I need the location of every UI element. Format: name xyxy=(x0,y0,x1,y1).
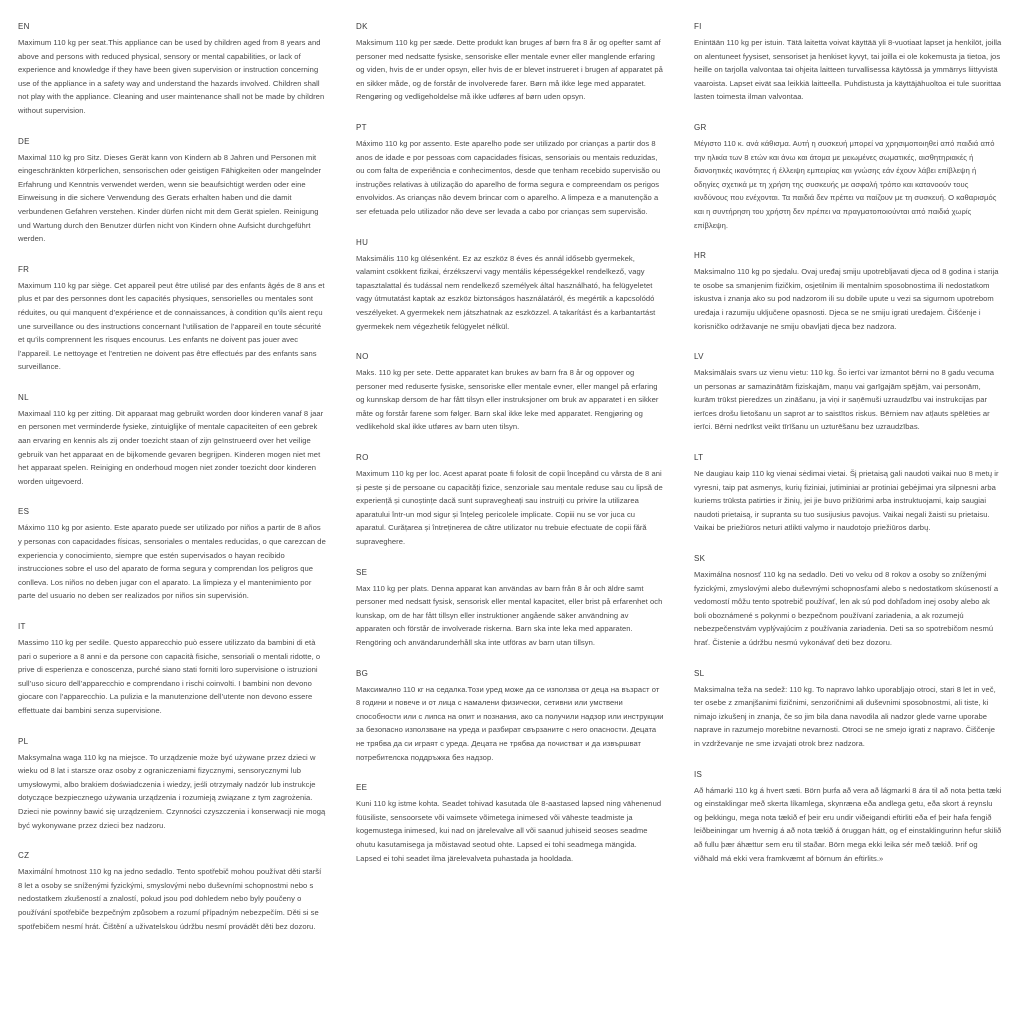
language-code-hr: HR xyxy=(694,251,707,261)
language-section-cz xyxy=(18,851,326,933)
column-1 xyxy=(18,22,326,952)
column-2 xyxy=(356,22,664,952)
language-section-lv xyxy=(694,352,1002,434)
language-code-it: IT xyxy=(18,622,26,631)
language-text-es: Máximo 110 kg por asiento. Este aparato puede ser utilizado por niños a partir de 8 años y personas con capacidades físicas, sensoriales o mentales reducidas, o que carezcan de experiencia y conocimiento, siempre que estén supervisados o hayan recibido instrucciones sobre el uso del aparato de forma segura y comprendan los peligros que conlleva. Los niños no deben jugar con el aparato. La limpieza y el mantenimiento por parte del usuario no deben ser realizados por niños sin supervisión. xyxy=(18,523,326,601)
language-text-ro: Maximum 110 kg per loc. Acest aparat poate fi folosit de copii începând cu vârsta de 8 ani și peste și de persoane cu capacități fizice, senzoriale sau mentale reduse sau cu lipsă de experiență și cunoștințe dacă sunt supravegheați sau instruiți cu privire la utilizarea aparatului într-un mod sigur și înțeleg pericolele implicate. Copiii nu se vor juca cu aparatul. Curățarea și întreținerea de către utilizator nu trebuie efectuate de copii fără supraveghere. xyxy=(356,469,663,547)
language-section-gr xyxy=(694,123,1002,232)
language-section-no xyxy=(356,352,664,434)
column-3 xyxy=(694,22,1002,952)
language-text-it: Massimo 110 kg per sedile. Questo apparecchio può essere utilizzato da bambini di età pari o superiore a 8 anni e da persone con capacità fisiche, sensoriali o mentali ridotte, o prive di esperienza e conoscenza, purché siano stati forniti loro supervisione o istruzioni sull’uso sicuro dell’apparecchio e comprendano i rischi coinvolti. I bambini non devono giocare con l’apparecchio. La pulizia e la manutenzione dell’utente non devono essere effettuate dai bambini senza supervisione. xyxy=(18,638,321,715)
language-text-ee: Kuni 110 kg istme kohta. Seadet tohivad kasutada üle 8-aastased lapsed ning vähenenud füüsiliste, sensoorsete või vaimsete võimetega inimesed või väheste teadmiste ja kogemustega inimesed, kui nad on järelevalve all või saanud juhiseid seoses seadme ohutu kasutamisega ja mõistavad seotud ohte. Lapsed ei tohi seadmega mängida. Lapsed ei tohi seadet ilma järelevalveta puhastada ja hooldada. xyxy=(356,799,662,863)
language-text-se: Max 110 kg per plats. Denna apparat kan användas av barn från 8 år och äldre samt personer med nedsatt fysisk, sensorisk eller mental kapacitet, eller brist på erfarenhet och kunskap, om de har fått tillsyn eller instruktioner angående säker användning av apparaten och förstår de involverade riskerna. Barn ska inte leka med apparaten. Rengöring och användarunderhåll ska inte utföras av barn utan tillsyn. xyxy=(356,583,663,647)
language-text-cz: Maximální hmotnost 110 kg na jedno sedadlo. Tento spotřebič mohou používat děti starší 8 let a osoby se sníženými fyzickými, smyslovými nebo duševními schopnostmi nebo s nedostatkem zkušeností a znalostí, pokud jsou pod dohledem nebo byly poučeny o používání spotřebiče bezpečným způsobem a rozumí případným nebezpečím. Děti si se spotřebičem nesmí hrát. Čištění a uživatelskou údržbu nesmí provádět děti bez dozoru. xyxy=(18,867,322,931)
language-code-gr: GR xyxy=(694,122,707,132)
language-section-bg xyxy=(356,669,664,765)
language-code-es: ES xyxy=(18,507,30,517)
language-code-fi: FI xyxy=(694,22,702,31)
language-section-ro xyxy=(356,453,664,549)
language-text-gr: Μέγιστο 110 κ. ανά κάθισμα. Αυτή η συσκευή μπορεί να χρησιμοποιηθεί από παιδιά από την ηλικία των 8 ετών και άνω και άτομα με μειωμένες σωματικές, αισθητηριακές ή διανοητικές ικανότητες ή έλλειψη εμπειρίας και γνώσης εάν έχουν λάβει επίβλεψη ή οδηγίες σχετικά με τη χρήση της συσκευής με ασφαλή τρόπο και κατανοούν τους κινδύνους που ενέχονται. Τα παιδιά δεν πρέπει να παίζουν με τη συσκευή. Ο καθαρισμός και η συντήρηση του χρήστη δεν πρέπει να πραγματοποιούνται από παιδιά χωρίς επίβλεψη. xyxy=(694,138,997,230)
language-section-dk xyxy=(356,22,664,104)
language-text-de: Maximal 110 kg pro Sitz. Dieses Gerät kann von Kindern ab 8 Jahren und Personen mit eingeschränkten körperlichen, sensorischen oder geistigen Fähigkeiten oder mangelnder Erfahrung und Kenntnis verwendet werden, wenn sie beaufsichtigt werden oder eine Einweisung in die sichere Verwendung des Gerats erhalten haben und die damit verbundenen Gefahren verstehen. Kinder dürfen nicht mit dem Gerät spielen. Reinigung und Wartung durch den Benutzer dürfen nicht von Kindern ohne Aufsicht durchgeführt werden. xyxy=(18,152,322,244)
language-code-en: EN xyxy=(18,22,30,31)
language-text-hu: Maksimális 110 kg ülésenként. Ez az eszköz 8 éves és annál idősebb gyermekek, valamint csökkent fizikai, érzékszervi vagy mentális képességekkel rendelkező, vagy tapasztalattal és tudással nem rendelkező személyek által használható, ha felügyeletet vagy útmutatást kaptak az eszköz biztonságos használatáról, és megértik a kapcsolódó veszélyeket. A gyermekek nem játszhatnak az eszközzel. A takarítást és a karbantartást gyermekek nem végezhetik felügyelet nélkül. xyxy=(356,253,656,331)
language-section-fr xyxy=(18,265,326,374)
language-text-is: Að hámarki 110 kg á hvert sæti. Börn þurfa að vera að lágmarki 8 ára til að nota þetta tæki og einstaklingar með skerta líkamlega, skynræna eða andlega getu, eða skort á reynslu og þekkingu, mega nota tækið ef þeir eru undir viðeigandi eftirliti eða ef þeir hafa fengið leiðbeiningar um hvernig á að nota tækið á öruggan hátt, og ef einstaklingurinn hefur skilið að fullu þær áhættur sem eru til staðar. Börn mega ekki leika sér með tækið. Þrif og viðhald má ekki vera framkvæmt af börnum án eftirlits.» xyxy=(694,785,1002,863)
language-section-is xyxy=(694,770,1002,866)
language-code-fr: FR xyxy=(18,264,30,274)
language-section-hu xyxy=(356,238,664,334)
language-code-cz: CZ xyxy=(18,851,30,861)
language-text-dk: Maksimum 110 kg per sæde. Dette produkt kan bruges af børn fra 8 år og opefter samt af personer med nedsatte fysiske, sensoriske eller mentale evner eller manglende erfaring og viden, hvis de er under opsyn, eller hvis de er blevet instrueret i brugen af apparatet på en sikker måde, og de forstår de involverede farer. Børn må ikke lege med apparatet. Rengøring og vedligeholdelse må ikke udføres af børn uden opsyn. xyxy=(356,38,663,102)
language-code-sl: SL xyxy=(694,668,705,678)
language-section-sl xyxy=(694,669,1002,751)
language-section-it xyxy=(18,622,326,718)
language-section-pl xyxy=(18,737,326,833)
language-text-lv: Maksimālais svars uz vienu vietu: 110 kg. Šo ierīci var izmantot bērni no 8 gadu vecuma un personas ar samazinātām fiziskajām, maņu vai garīgajām spējām, vai personām, kurām trūkst pieredzes un zināšanu, ja viņi ir saņēmuši uzraudzību vai instrukcijas par ierīces drošu lietošanu un saprot ar to saistītos riskus. Bērniem nav atļauts spēlēties ar ierīci. Bērni nedrīkst veikt tīrīšanu un uzturēšanu bez uzraudzības. xyxy=(694,368,995,432)
language-code-is: IS xyxy=(694,769,703,779)
language-text-sk: Maximálna nosnosť 110 kg na sedadlo. Deti vo veku od 8 rokov a osoby so zníženými fyzickými, zmyslovými alebo duševnými schopnosťami alebo s nedostatkom skúseností a vedomostí môžu tento spotrebič používať, len ak sú pod dohľadom inej osoby alebo ak boli oboznámené s pokynmi o bezpečnom používaní zariadenia, a ak rozumejú nebezpečenstvám vyplývajúcim z používania zariadenia. Deti sa so spotrebičom nesmú hrať. Čistenie a údržbu nesmú vykonávať deti bez dozoru. xyxy=(694,570,999,647)
language-section-nl xyxy=(18,393,326,489)
language-text-sl: Maksimalna teža na sedež: 110 kg. To napravo lahko uporabljajo otroci, stari 8 let in več, ter osebe z zmanjšanimi fizičnimi, senzoričnimi ali duševnimi sposobnostmi, ali tiste, ki nimajo izkušenj in znanja, če so jim bila dana navodila ali nadzor glede varne uporabe naprave in razumejo morebitne nevarnosti. Otroci se ne smejo igrati z napravo. Čiščenje in vzdrževanje ne sme izvajati otrok brez nadzora. xyxy=(694,684,996,748)
language-section-ee xyxy=(356,783,664,865)
language-section-se xyxy=(356,568,664,650)
language-section-lt xyxy=(694,453,1002,535)
language-text-pl: Maksymalna waga 110 kg na miejsce. To urządzenie może być używane przez dzieci w wieku od 8 lat i starsze oraz osoby z ograniczeniami fizycznymi, sensorycznymi lub umysłowymi, albo brakiem doświadczenia i wiedzy, jeśli otrzymały nadzór lub instrukcje dotyczące bezpiecznego używania urządzenia i rozumieją związane z tym zagrożenia. Dzieci nie powinny bawić się urządzeniem. Czynności czyszczenia i konserwacji nie mogą być wykonywane przez dzieci bez nadzoru. xyxy=(18,752,326,830)
language-section-de xyxy=(18,137,326,246)
language-text-fi: Enintään 110 kg per istuin. Tätä laitetta voivat käyttää yli 8-vuotiaat lapset ja henkilöt, joilla on alentuneet fyysiset, sensoriset ja henkiset kyvyt, tai joilla ei ole kokemusta ja tietoa, jos heille on tarjolla valvontaa tai ohjeita laitteen turvallisessa käytössä ja ymmärrys liittyvistä vaaroista. Lapset eivät saa leikkiä laitteella. Puhdistusta ja käyttäjähuoltoa ei tule suorittaa lasten toimesta ilman valvontaa. xyxy=(694,38,1002,102)
language-code-lv: LV xyxy=(694,352,704,362)
language-code-no: NO xyxy=(356,352,369,362)
language-code-pt: PT xyxy=(356,122,367,132)
language-code-se: SE xyxy=(356,567,368,577)
language-text-pt: Máximo 110 kg por assento. Este aparelho pode ser utilizado por crianças a partir dos 8 anos de idade e por pessoas com capacidades físicas, sensoriais ou mentais reduzidas, ou com falta de experiência e conhecimentos, desde que tenham recebido supervisão ou instruções relativas à utilização do aparelho de forma segura e compreendam os perigos envolvidos. As crianças não devem brincar com o aparelho. A limpeza e a manutenção a ser efetuada pelo utilizador não deve ser levada a cabo por crianças sem supervisão. xyxy=(356,138,661,216)
language-code-hu: HU xyxy=(356,237,369,247)
language-code-bg: BG xyxy=(356,668,369,678)
language-section-es xyxy=(18,507,326,603)
language-text-lt: Ne daugiau kaip 110 kg vienai sėdimai vietai. Šį prietaisą gali naudoti vaikai nuo 8 metų ir vyresni, taip pat asmenys, kurių fiziniai, jutiminiai ar protiniai gebėjimai yra silpnesni arba kuriems trūksta patirties ir žinių, jei jie buvo prižiūrimi arba instruktuojami, kaip saugiai naudoti prietaisą, ir supranta su tuo susijusius pavojus. Vaikai negali žaisti su prietaisu. Vaikai be priežiūros neturi atlikti valymo ir naudotojo priežiūros darbų. xyxy=(694,469,999,533)
language-section-en xyxy=(18,22,326,118)
language-text-en: Maximum 110 kg per seat.This appliance can be used by children aged from 8 years and above and persons with reduced physical, sensory or mental capabilities, or lack of experience and knowledge if they have been given supervision or instruction concerning use of the appliance in a safety way and understand the hazards involved. Children shall not play with the appliance. Cleaning and user maintenance shall not be made by children without supervision. xyxy=(18,38,325,115)
language-text-hr: Maksimalno 110 kg po sjedalu. Ovaj uređaj smiju upotrebljavati djeca od 8 godina i starija te osobe sa smanjenim fizičkim, osjetilnim ili mentalnim sposobnostima ili nedostatkom iskustva i znanja ako su pod nadzorom ili su dobile upute u vezi sa sigurnom upotrebom uređaja i razumiju uključene opasnosti. Djeca se ne smiju igrati uređajem. Čišćenje i korisničko održavanje ne smiju obavljati djeca bez nadzora. xyxy=(694,267,999,331)
language-text-fr: Maximum 110 kg par siège. Cet appareil peut être utilisé par des enfants âgés de 8 ans et plus et par des personnes dont les capacités physiques, sensorielles ou mentales sont réduites, ou qui manquent d’expérience et de connaissances, à condition qu’ils aient reçu une surveillance ou des instructions concernant l’utilisation de l’appareil en toute sécurité et qu’ils comprennent les risques encourus. Les enfants ne doivent pas jouer avec l’appareil. Le nettoyage et l’entretien ne doivent pas être effectués par des enfants sans surveillance. xyxy=(18,280,325,372)
language-code-nl: NL xyxy=(18,392,29,402)
language-text-bg: Максимално 110 кг на седалка.Този уред може да се използва от деца на възраст от 8 години и повече и от лица с намалени физически, сетивни или умствени способности или с липса на опит и познания, ако са получили надзор или инструкции за безопасно използване на уреда и разбират свързаните с него опасности. Децата не трябва да си играят с уреда. Децата не трябва да почистват и да извършват потребителска поддръжка без надзор. xyxy=(356,684,664,762)
language-code-ee: EE xyxy=(356,783,368,793)
language-section-fi xyxy=(694,22,1002,104)
language-code-dk: DK xyxy=(356,22,368,31)
language-code-ro: RO xyxy=(356,453,369,463)
language-code-pl: PL xyxy=(18,736,29,746)
language-text-nl: Maximaal 110 kg per zitting. Dit apparaat mag gebruikt worden door kinderen vanaf 8 jaar en personen met verminderde fysieke, zintuiglijke of mentale capaciteiten of een gebrek aan ervaring en kennis als zij onder toezicht staan of zijn geïnstrueerd over het veilige gebruik van het apparaat en de bijkomende gevaren begrijpen. Kinderen mogen niet met het apparaat spelen. Reiniging en onderhoud mogen niet zonder toezicht door kinderen worden uitgevoerd. xyxy=(18,408,324,486)
language-section-sk xyxy=(694,554,1002,650)
language-code-lt: LT xyxy=(694,453,704,463)
language-section-pt xyxy=(356,123,664,219)
language-text-no: Maks. 110 kg per sete. Dette apparatet kan brukes av barn fra 8 år og oppover og personer med reduserte fysiske, sensoriske eller mentale evner, eller mangel på erfaring og kunnskap dersom de har fått tilsyn eller instruksjoner om bruk av apparatet i en sikker måte og forstår farene som følger. Barn skal ikke leke med apparatet. Rengjøring og vedlikehold skal ikke utføres av barn uten tilsyn. xyxy=(356,368,659,432)
language-code-de: DE xyxy=(18,136,30,146)
language-section-hr xyxy=(694,251,1002,333)
language-code-sk: SK xyxy=(694,554,706,564)
